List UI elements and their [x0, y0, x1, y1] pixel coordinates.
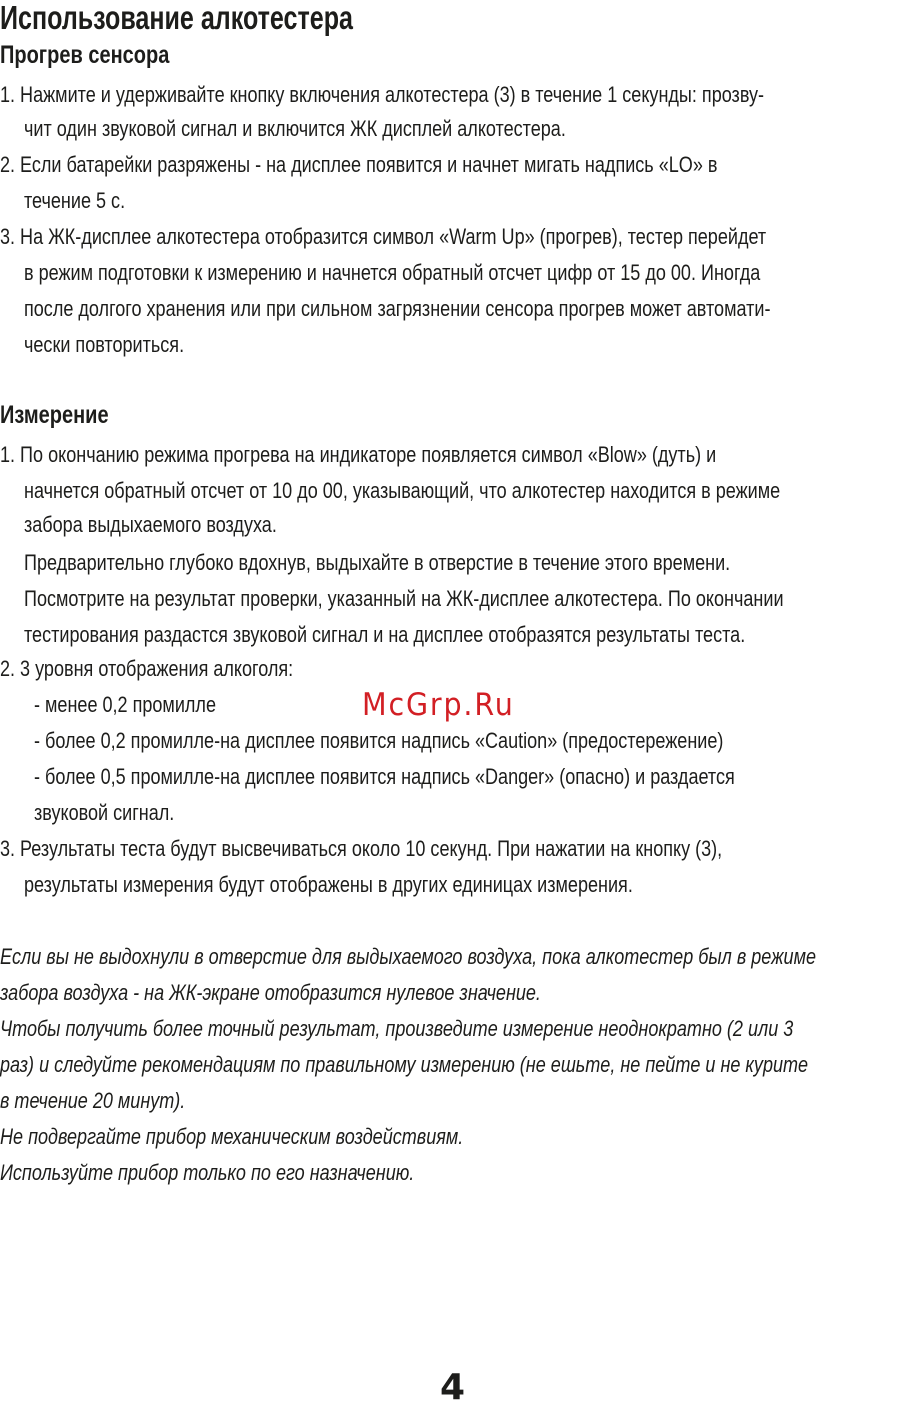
alcohol-level-item: - менее 0,2 промилле — [34, 692, 216, 717]
alcohol-level-item: звуковой сигнал. — [34, 800, 175, 825]
measure-line: забора выдыхаемого воздуха. — [24, 512, 277, 537]
warmup-line: 1. Нажмите и удерживайте кнопку включения алкотестера (3) в течение 1 секунды: прозву- — [0, 82, 765, 107]
section-heading-measure: Измерение — [0, 401, 109, 429]
measure-line: начнется обратный отсчет от 10 до 00, указывающий, что алкотестер находится в режиме — [24, 478, 781, 503]
note-line: Чтобы получить более точный результат, произведите измерение неоднократно (2 или 3 — [0, 1016, 794, 1041]
note-line: раз) и следуйте рекомендациям по правильному измерению (не ешьте, не пейте и не курите — [0, 1052, 809, 1077]
measure-line: 2. 3 уровня отображения алкоголя: — [0, 656, 294, 681]
note-line: Если вы не выдохнули в отверстие для выдыхаемого воздуха, пока алкотестер был в режиме — [0, 944, 816, 969]
note-line: Используйте прибор только по его назначению. — [0, 1160, 415, 1185]
warmup-line: течение 5 с. — [24, 188, 126, 213]
warmup-line: чит один звуковой сигнал и включится ЖК дисплей алкотестера. — [24, 116, 566, 141]
measure-line: результаты измерения будут отображены в других единицах измерения. — [24, 872, 633, 897]
warmup-line: в режим подготовки к измерению и начнется обратный отсчет цифр от 15 до 00. Иногда — [24, 260, 761, 285]
warmup-line: после долгого хранения или при сильном загрязнении сенсора прогрев может автомати- — [24, 296, 771, 321]
measure-line: Предварительно глубоко вдохнув, выдыхайте в отверстие в течение этого времени. — [24, 550, 731, 575]
page-title: Использование алкотестера — [0, 0, 353, 36]
note-line: забора воздуха - на ЖК-экране отобразится нулевое значение. — [0, 980, 541, 1005]
alcohol-level-item: - более 0,2 промилле-на дисплее появится надпись «Caution» (предостережение) — [34, 728, 724, 753]
alcohol-level-item: - более 0,5 промилле-на дисплее появится надпись «Danger» (опасно) и раздается — [34, 764, 735, 789]
note-line: в течение 20 минут). — [0, 1088, 186, 1113]
warmup-line: 3. На ЖК-дисплее алкотестера отобразится символ «Warm Up» (прогрев), тестер перейдет — [0, 224, 767, 249]
measure-line: 3. Результаты теста будут высвечиваться около 10 секунд. При нажатии на кнопку (3), — [0, 836, 723, 861]
measure-line: тестирования раздастся звуковой сигнал и на дисплее отобразятся результаты теста. — [24, 622, 746, 647]
note-line: Не подвергайте прибор механическим воздействиям. — [0, 1124, 464, 1149]
measure-line: Посмотрите на результат проверки, указанный на ЖК-дисплее алкотестера. По окончании — [24, 586, 784, 611]
warmup-line: 2. Если батарейки разряжены - на дисплее появится и начнет мигать надпись «LO» в — [0, 152, 718, 177]
page-number: 4 — [440, 1367, 466, 1408]
warmup-line: чески повториться. — [24, 332, 185, 357]
watermark: McGrp.Ru — [362, 687, 515, 723]
measure-line: 1. По окончанию режима прогрева на индикаторе появляется символ «Blow» (дуть) и — [0, 442, 717, 467]
section-heading-warmup: Прогрев сенсора — [0, 41, 170, 69]
